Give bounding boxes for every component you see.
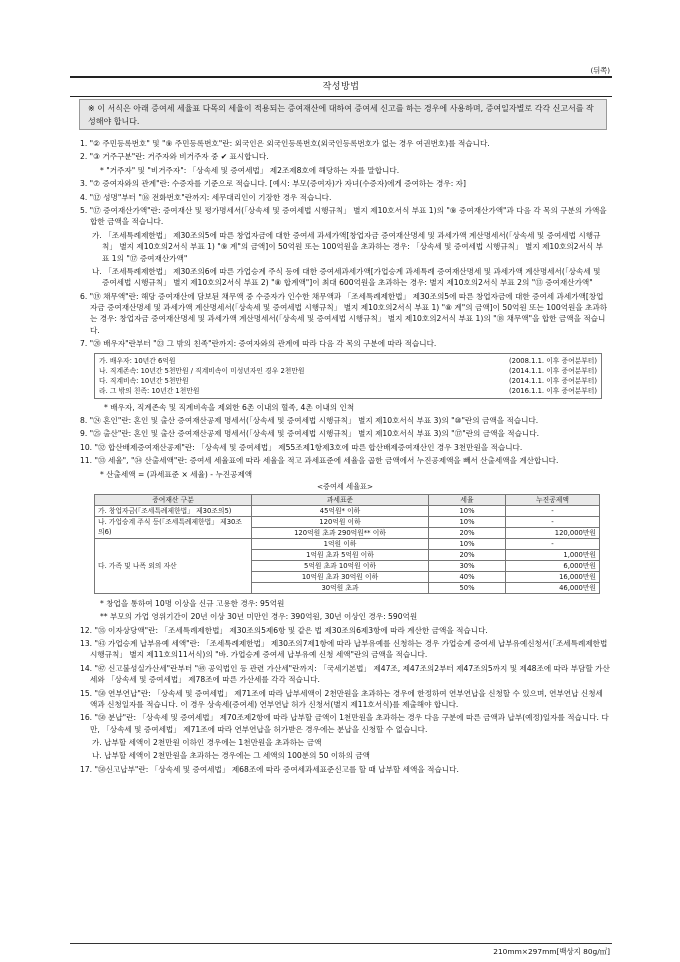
period-row — [99, 366, 597, 376]
period-label: 가. 배우자: 10년간 6억원 — [99, 356, 176, 365]
rate-cell: 20% — [429, 549, 506, 560]
period-label: 다. 직계비속: 10년간 5천만원 — [99, 376, 189, 385]
deduction-cell: 120,000만원 — [506, 527, 600, 538]
table-caption: <증여세 세율표> — [317, 481, 373, 491]
instruction-note: * "거주자" 및 "비거주자": 「상속세 및 증여세법」 제2조제8호에 해당하는 자를 말합니다. — [100, 165, 400, 175]
tax-base-cell: 1억원 이하 — [252, 538, 429, 549]
instruction-list-1 — [80, 138, 610, 350]
instruction-item: 17. "㊿신고납부"란: 「상속세 및 증여세법」 제68조에 따라 증여세과세표준신고를 할 때 납부할 세액을 적습니다. — [80, 764, 459, 774]
deduction-cell: - — [506, 538, 600, 549]
tax-base-cell: 5억원 초과 10억원 이하 — [252, 560, 429, 571]
deduction-cell: 6,000만원 — [506, 560, 600, 571]
instruction-item: 5. "⑰ 증여재산가액"란: 증여재산 및 평가명세서(「상속세 및 증여세법 시행규칙」 별지 제10호서식 부표 1)의 "⑨ 증여재산가액"과 다음 각 목의 구분의 가액을 합한 금액을 적습니다. — [80, 205, 607, 227]
table-row — [95, 505, 600, 516]
period-row — [99, 386, 597, 396]
instruction-item: 12. "㉟ 이자상당액"란: 「조세특례제한법」 제30조의5제6항 및 같은 법 제30조의6제3항에 따라 계산한 금액을 적습니다. — [80, 625, 488, 635]
table-header: 과세표준 — [252, 494, 429, 505]
instruction-subitem: 가. 「조세특례제한법」 제30조의5에 따른 창업자금에 대한 증여세 과세가액[창업자금 증여재산명세 및 과세가액 계산명세서(「상속세 및 증여세법 시행규칙」 별지 제10호의2서식 부표 1) "⑨ 계"의 금액]이 50억원 또는 100억원을 초과하는 경우: 「상속세 및 증여세법 시행규칙」 별지 제10호의2서식 부표 1의 "⑰ 증여재산가액" — [92, 230, 603, 263]
instruction-item: 9. "㉕ 출산"란: 혼인 및 출산 증여재산공제 명세서(「상속세 및 증여세법 시행규칙」 별지 제10호서식 부표 3)의 "⑰"란의 금액을 적습니다. — [80, 429, 539, 439]
rate-cell: 50% — [429, 582, 506, 593]
instruction-item: 13. "㊸ 가업승계 납부유예 세액"란: 「조세특례제한법」 제30조의7제1항에 따라 납부유예를 신청하는 경우 가업승계 증여세 납부유예신청서(「조세특례제한법 시행규칙」 별지 제11호의11서식)의 "바. 가업승계 증여세 납부유예 신청 세액"란의 금액을 적습니다. — [80, 638, 608, 660]
tax-base-cell: 120억원 초과 290억원** 이하 — [252, 527, 429, 538]
instruction-item: 1. "② 주민등록번호" 및 "⑨ 주민등록번호"란: 외국인은 외국인등록번호(외국인등록번호가 없는 경우 여권번호)를 적습니다. — [80, 139, 490, 148]
period-row — [99, 376, 597, 386]
tax-base-cell: 45억원* 이하 — [252, 505, 429, 516]
instruction-item: 15. "㊿ 연부연납"란: 「상속세 및 증여세법」 제71조에 따라 납부세액이 2천만원을 초과하는 경우에 한정하여 연부연납을 신청할 수 있으며, 연부연납 신청세액과 신청일자를 적습니다. 이 경우 상속세(증여세) 연부연납 허가 신청서(별지 제11호서식)를 제출해야 합니다. — [80, 688, 603, 709]
period-since: (2016.1.1. 이후 증여분부터) — [508, 386, 597, 395]
instruction-item: 8. "㉔ 혼인"란: 혼인 및 출산 증여재산공제 명세서(「상속세 및 증여세법 시행규칙」 별지 제10호서식 부표 3)의 "⑩"란의 금액을 적습니다. — [80, 416, 539, 426]
rate-cell: 40% — [429, 571, 506, 582]
period-since: (2008.1.1. 이후 증여분부터) — [508, 356, 597, 365]
instruction-subitem: 나. 납부할 세액이 2천만원을 초과하는 경우에는 그 세액의 100분의 50 이하의 금액 — [92, 751, 371, 761]
deduction-cell: - — [506, 505, 600, 516]
gift-tax-rate-table — [94, 494, 600, 594]
instruction-item: 6. "⑲ 채무액"란: 해당 증여재산에 담보된 채무액 중 수증자가 인수한 채무액과 「조세특례제한법」 제30조의5에 따른 창업자금에 대한 증여세 과세가액[창업자금 증여재산명세 및 과세가액 계산명세서(「상속세 및 증여세법 시행규칙」 별지 제10호의2서식 부표 1) "⑧ 계"의 금액]이 50억원 또는 100억원을 초과하는 경우: 창업자금 증여재산명세 및 과세가액 계산명세서(「상속세 및 증여세법 시행규칙」 별지 제10호의2서식 부표 1)의 "⑱ 채무액"을 합한 금액을 적습니다. — [80, 291, 608, 335]
instruction-item: 11. "㉝ 세율", "㉞ 산출세액"란: 증여세 세율표에 따라 세율을 적고 과세표준에 세율을 곱한 금액에서 누진공제액을 빼서 산출세액을 계산합니다. — [80, 456, 559, 466]
instruction-item: 14. "㊼ 신고불성실가산세"란부터 "㊾ 공익법인 등 관련 가산세"란까지: 「국세기본법」 제47조, 제47조의2부터 제47조의5까지 및 제48조에 따라 부담할 가산세와 「상속세 및 증여세법」 제78조에 따른 가산세를 각각 적습니다. — [80, 663, 610, 685]
tax-base-cell: 30억원 초과 — [252, 582, 429, 593]
category-cell: 다. 가족 및 나폭 외의 자산 — [95, 538, 252, 593]
rate-cell: 10% — [429, 516, 506, 527]
tax-base-cell: 10억원 초과 30억원 이하 — [252, 571, 429, 582]
instruction-item: 10. "㉜ 합산배제증여재산공제"란: 「상속세 및 증여세법」 제55조제1항제3호에 따른 합산배제증여재산인 경우 3천만원을 적습니다. — [80, 442, 523, 452]
deduction-cell: 16,000만원 — [506, 571, 600, 582]
rate-cell: 20% — [429, 527, 506, 538]
table-header: 누진공제액 — [506, 494, 600, 505]
backside-label: (뒤쪽) — [590, 66, 610, 75]
rate-cell: 10% — [429, 538, 506, 549]
period-label: 라. 그 밖의 친족: 10년간 1천만원 — [99, 386, 200, 395]
deduction-cell: 46,000만원 — [506, 582, 600, 593]
instruction-item: 3. "⑦ 증여자와의 관계"란: 수증자를 기준으로 적습니다. [예시: 부모(증여자)가 자녀(수증자)에게 증여하는 경우: 자] — [80, 179, 466, 189]
instruction-subitem: 나. 「조세특례제한법」 제30조의6에 따른 가업승계 주식 등에 대한 증여세과세가액[가업승계 과세특례 증여재산명세 및 과세가액 계산명세서(「상속세 및 증여세법 시행규칙」 별지 제10호의2서식 부표 2) "⑧ 합계액"]이 최대 600억원을 초과하는 경우: 별지 제10호의2서식 부표 2의 "⑬ 증여재산가액" — [92, 266, 601, 288]
period-label: 나. 직계존속: 10년간 5천만원 / 직계비속이 미성년자인 경우 2천만원 — [99, 366, 305, 375]
period-row — [99, 356, 597, 366]
period-since: (2014.1.1. 이후 증여분부터) — [508, 366, 597, 375]
paper-spec-footer: 210mm×297mm[백상지 80g/㎡] — [493, 947, 610, 956]
table-row — [95, 516, 600, 527]
instruction-list-2 — [80, 415, 610, 480]
instructions — [80, 138, 610, 777]
tax-base-cell: 1억원 초과 5억원 이하 — [252, 549, 429, 560]
tax-base-cell: 120억원 이하 — [252, 516, 429, 527]
deduction-cell: - — [506, 516, 600, 527]
instruction-list-3 — [80, 625, 610, 776]
bottom-rule — [70, 943, 612, 944]
instruction-item: 7. "⑳ 배우자"란부터 "㉓ 그 밖의 친족"란까지: 증여자와의 관계에 따라 다음 각 목의 구분에 따라 적습니다. — [80, 339, 437, 349]
instruction-item: 16. "㊿ 분납"란: 「상속세 및 증여세법」 제70조제2항에 따라 납부할 금액이 1천만원을 초과하는 경우 다음 구분에 따른 금액과 납부(예정)일자를 적습니다. 다만, 「상속세 및 증여세법」 제71조에 따라 연부연납을 허가받은 경우에는 분납을 신청할 수 없습니다. — [80, 713, 609, 734]
period-note: * 배우자, 직계존속 및 직계비속을 제외한 6촌 이내의 혈족, 4촌 이내의 인척 — [104, 402, 355, 412]
deduction-cell: 1,000만원 — [506, 549, 600, 560]
instruction-note: * 산출세액 = (과세표준 × 세율) - 누진공제액 — [100, 469, 253, 479]
table-row — [95, 538, 600, 549]
instruction-subitem: 가. 납부할 세액이 2천만원 이하인 경우에는 1천만원을 초과하는 금액 — [92, 738, 322, 748]
deduction-period-box — [94, 353, 602, 399]
instruction-item: 4. "⑫ 성명"부터 "⑯ 전화번호"란까지: 세무대리인이 기장한 경우 적습니다. — [80, 192, 332, 202]
category-cell: 나. 가업승계 주식 등(「조세특례제한법」 제30조의6) — [95, 516, 252, 538]
category-cell: 가. 창업자금(「조세특례제한법」 제30조의5) — [95, 505, 252, 516]
page-title: 작성방법 — [70, 76, 612, 97]
rate-cell: 30% — [429, 560, 506, 571]
table-note: ** 부모의 가업 영위기간이 20년 이상 30년 미만인 경우: 390억원, 30년 이상인 경우: 590억원 — [100, 612, 418, 622]
table-note: * 창업을 통하여 10명 이상을 신규 고용한 경우: 95억원 — [100, 598, 285, 608]
table-header: 세율 — [429, 494, 506, 505]
period-since: (2014.1.1. 이후 증여분부터) — [508, 376, 597, 385]
rate-cell: 10% — [429, 505, 506, 516]
instruction-item: 2. "③ 거주구분"란: 거주자와 비거주자 중 ✔ 표시합니다. — [80, 152, 269, 162]
table-header: 증여재산 구분 — [95, 494, 252, 505]
notice-box: ※ 이 서식은 아래 증여세 세율표 다목의 세율이 적용되는 증여재산에 대하여 증여세 신고를 하는 경우에 사용하며, 증여일자별로 각각 신고서를 작성해야 합니다. — [79, 99, 607, 130]
